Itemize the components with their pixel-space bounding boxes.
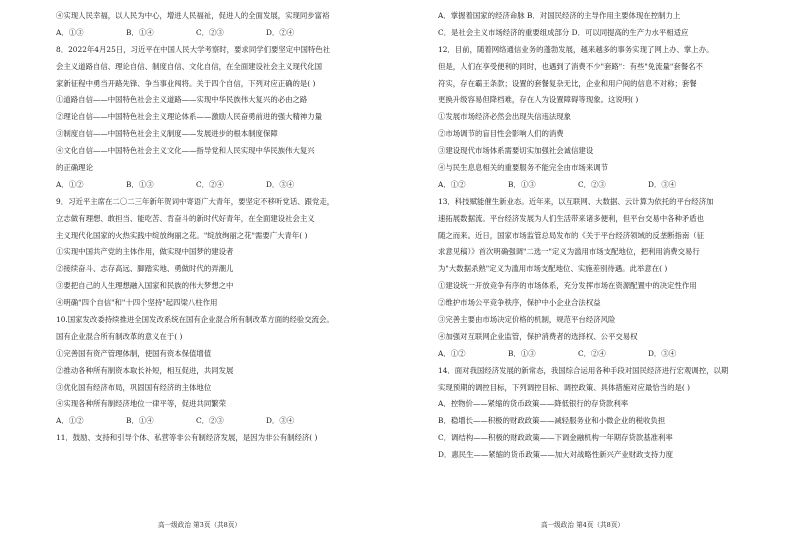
q13-stem-1: 13．科技赋能催生新业态。近年来，以互联网、大数据、云计算为依托的平台经济加 — [438, 196, 714, 206]
q8-stem-2: 会主义道路自信、理论自信、制度自信、文化自信，在全面建设社会主义现代化国 — [56, 61, 323, 71]
page-footer-left: 高一级政治 第3页（共8页） — [158, 521, 242, 529]
q11-stem-1: 11．鼓励、支持和引导个体、私营等非公有制经济发展，是因为非公有制经济( ) — [56, 433, 318, 443]
option-b: B．①④ — [126, 27, 154, 37]
option-d: D．②④ — [266, 27, 295, 37]
option-c: C．②③ — [196, 416, 224, 426]
q9-stem-1: 9．习近平主席在二〇二三年新年贺词中寄语广大青年，要坚定不移听党话、跟党走， — [56, 196, 335, 206]
q12-stem-3: 符实，存在霸王条款；设置的套餐复杂无比，企业和用户间的信息不对称；套餐 — [438, 78, 697, 88]
option-c: C．②④ — [196, 179, 224, 189]
q10-item-4: ④实现各种所有制经济地位一律平等，促进共同繁荣 — [56, 399, 226, 409]
q9-item-2: ②接续奋斗、志存高远、脚踏实地、勇做时代的弄潮儿 — [56, 264, 234, 274]
q9-item-4: ④明确"四个自信"和"十四个坚持"起四梁八柱作用 — [56, 298, 218, 308]
q10-options — [56, 413, 400, 430]
option-b: B．①④ — [126, 416, 154, 426]
q11-option-ab: A．掌握着国家的经济命脉 B．对国民经济的主导作用主要体现在控制力上 — [438, 11, 681, 20]
page-footer-right: 高一级政治 第4页（共8页） — [541, 521, 625, 529]
option-d: D．③④ — [266, 179, 295, 189]
q8-stem-1: 8．2022年4月25日，习近平在中国人民大学考察时，要求同学们要坚定中国特色社 — [56, 44, 331, 54]
q14-stem-1: 14．面对我国经济发展的新常态，我国综合运用各种手段对国民经济进行宏观调控，以期 — [438, 365, 729, 375]
q8-item-4: ④文化自信——中国特色社会主义文化——指导党和人民实现中华民族伟大复兴 — [56, 146, 315, 156]
q13-item-2: ②维护市场公平竞争秩序，保护中小企业合法权益 — [438, 298, 601, 308]
q12-item-2: ②市场调节的盲目性会影响人们的消费 — [438, 129, 564, 139]
q8-item-2: ②理论自信——中国特色社会主义理论体系——激励人民奋勇前进的强大精神力量 — [56, 112, 323, 122]
q13-stem-5: 为"大数据杀熟"定义为滥用市场支配地位、实施差别待遇。此举意在( ) — [438, 264, 668, 274]
q8-item-1: ①道路自信——中国特色社会主义道路——实现中华民族伟大复兴的必由之路 — [56, 95, 308, 105]
q9-item-3: ③要把自己的人生理想融入国家和民族的伟大梦想之中 — [56, 281, 234, 291]
q14-option-d: D．惠民生——紧缩的货币政策——加大对战略性新兴产业财政支持力度 — [438, 450, 674, 460]
q7-options — [56, 25, 400, 42]
q9-item-1: ①实现中国共产党的主体作用，做实现中国梦的建设者 — [56, 247, 234, 257]
q10-item-1: ①完善国有资产管理体制，使国有资本保值增值 — [56, 348, 212, 358]
q12-stem-1: 12．目前，随着网络通信业务的蓬勃发展，越来越多的事务实现了网上办、掌上办。 — [438, 44, 714, 54]
option-a: A．①③ — [56, 27, 84, 37]
q10-item-2: ②推动各种所有制资本取长补短，相互促进，共同发展 — [56, 365, 234, 375]
q12-stem-2: 但是，人们在享受便利的同时，也遇到了消费不少"套路"：有些"免流量"套餐名不 — [438, 61, 703, 71]
option-d: D．③④ — [648, 179, 677, 189]
q10-stem-2: 国有企业混合所有制改革的意义在于( ) — [56, 331, 183, 341]
q14-option-a: A．控物价——紧缩的货币政策——降低银行的存贷款利率 — [438, 399, 629, 409]
option-c: C．②④ — [578, 348, 606, 358]
option-a: A．①② — [438, 348, 466, 358]
q12-item-1: ①发展市场经济必然会出现失信违法现象 — [438, 112, 572, 122]
q8-options — [56, 177, 400, 194]
q14-option-c: C．调结构——积极的财政政策——下调金融机构一年期存贷款基准利率 — [438, 433, 673, 443]
q8-item-4-cont: 的正确理论 — [56, 163, 93, 173]
option-d: D．③④ — [266, 416, 295, 426]
q9-stem-3: 主义现代化国家的火热实践中绽放绚丽之花。"绽放绚丽之花"需要广大青年( ) — [56, 230, 308, 240]
q8-stem-3: 家新征程中勇当开路先锋、争当事业闯将。关于四个自信，下列对应正确的是( ) — [56, 78, 316, 88]
q12-item-3: ③建设现代市场体系需要切实加强社会诚信建设 — [438, 146, 594, 156]
q13-item-4: ④加强对互联网企业监管，保护消费者的选择权、公平交易权 — [438, 331, 638, 341]
q14-option-b: B．稳增长——积极的财政政策——减轻服务业和小微企业的税收负担 — [438, 416, 666, 426]
q13-stem-3: 随之而来。近日，国家市场监管总局发布的《关于平台经济领域的反垄断指南（征 — [438, 230, 705, 240]
q9-stem-2: 立志做有理想、敢担当、能吃苦、肯奋斗的新时代好青年，在全面建设社会主义 — [56, 213, 315, 223]
q10-item-3: ③优化国有经济布局，巩固国有经济的主体地位 — [56, 382, 212, 392]
option-c: C．②③ — [578, 179, 606, 189]
q8-item-3: ③制度自信——中国特色社会主义制度——发展进步的根本制度保障 — [56, 129, 278, 139]
q13-stem-4: 求意见稿）》首次明确强调"二选一"定义为滥用市场支配地位，把利用消费交易行 — [438, 247, 700, 257]
right-page-column — [438, 8, 782, 464]
option-b: B．①③ — [508, 348, 536, 358]
option-a: A．①② — [56, 179, 84, 189]
q12-stem-4: 更换升级容易但降档难，存在人为设置障碍等现象。这说明( ) — [438, 95, 639, 105]
q14-stem-2: 实现预期的调控目标，下列调控目标、调控政策、具体措施对应最恰当的是( ) — [438, 382, 691, 392]
q10-stem-1: 10.国家发改委持续推进全国发改系统在国有企业混合所有制改革方面的经验交流会。 — [56, 315, 334, 325]
q13-item-3: ③完善主要由市场决定价格的机制，规范平台经济风险 — [438, 315, 616, 325]
option-b: B．①③ — [126, 179, 154, 189]
q11-option-cd: C．是社会主义市场经济的重要组成部分 D．可以同提高的生产力水平相适应 — [438, 27, 689, 37]
q13-options — [438, 346, 782, 363]
q7-item-4: ④实现人民幸福，以人民为中心，增进人民福祉，促进人的全面发展，实现同步富裕 — [56, 11, 330, 20]
option-b: B．①③ — [508, 179, 536, 189]
left-page-column — [56, 8, 400, 447]
option-c: C．②③ — [196, 27, 224, 37]
q13-item-1: ①建设统一开放竞争有序的市场体系，充分发挥市场在资源配置中的决定性作用 — [438, 281, 697, 291]
option-d: D．③④ — [648, 348, 677, 358]
q12-item-4: ④与民生息息相关的重要服务不能完全由市场来调节 — [438, 163, 608, 173]
q13-stem-2: 速拓展数据流。平台经济发展为人们生活带来诸多便利，但平台交易中各种矛盾也 — [438, 213, 705, 223]
option-a: A．①② — [56, 416, 84, 426]
q12-options — [438, 177, 782, 194]
option-a: A．①② — [438, 179, 466, 189]
